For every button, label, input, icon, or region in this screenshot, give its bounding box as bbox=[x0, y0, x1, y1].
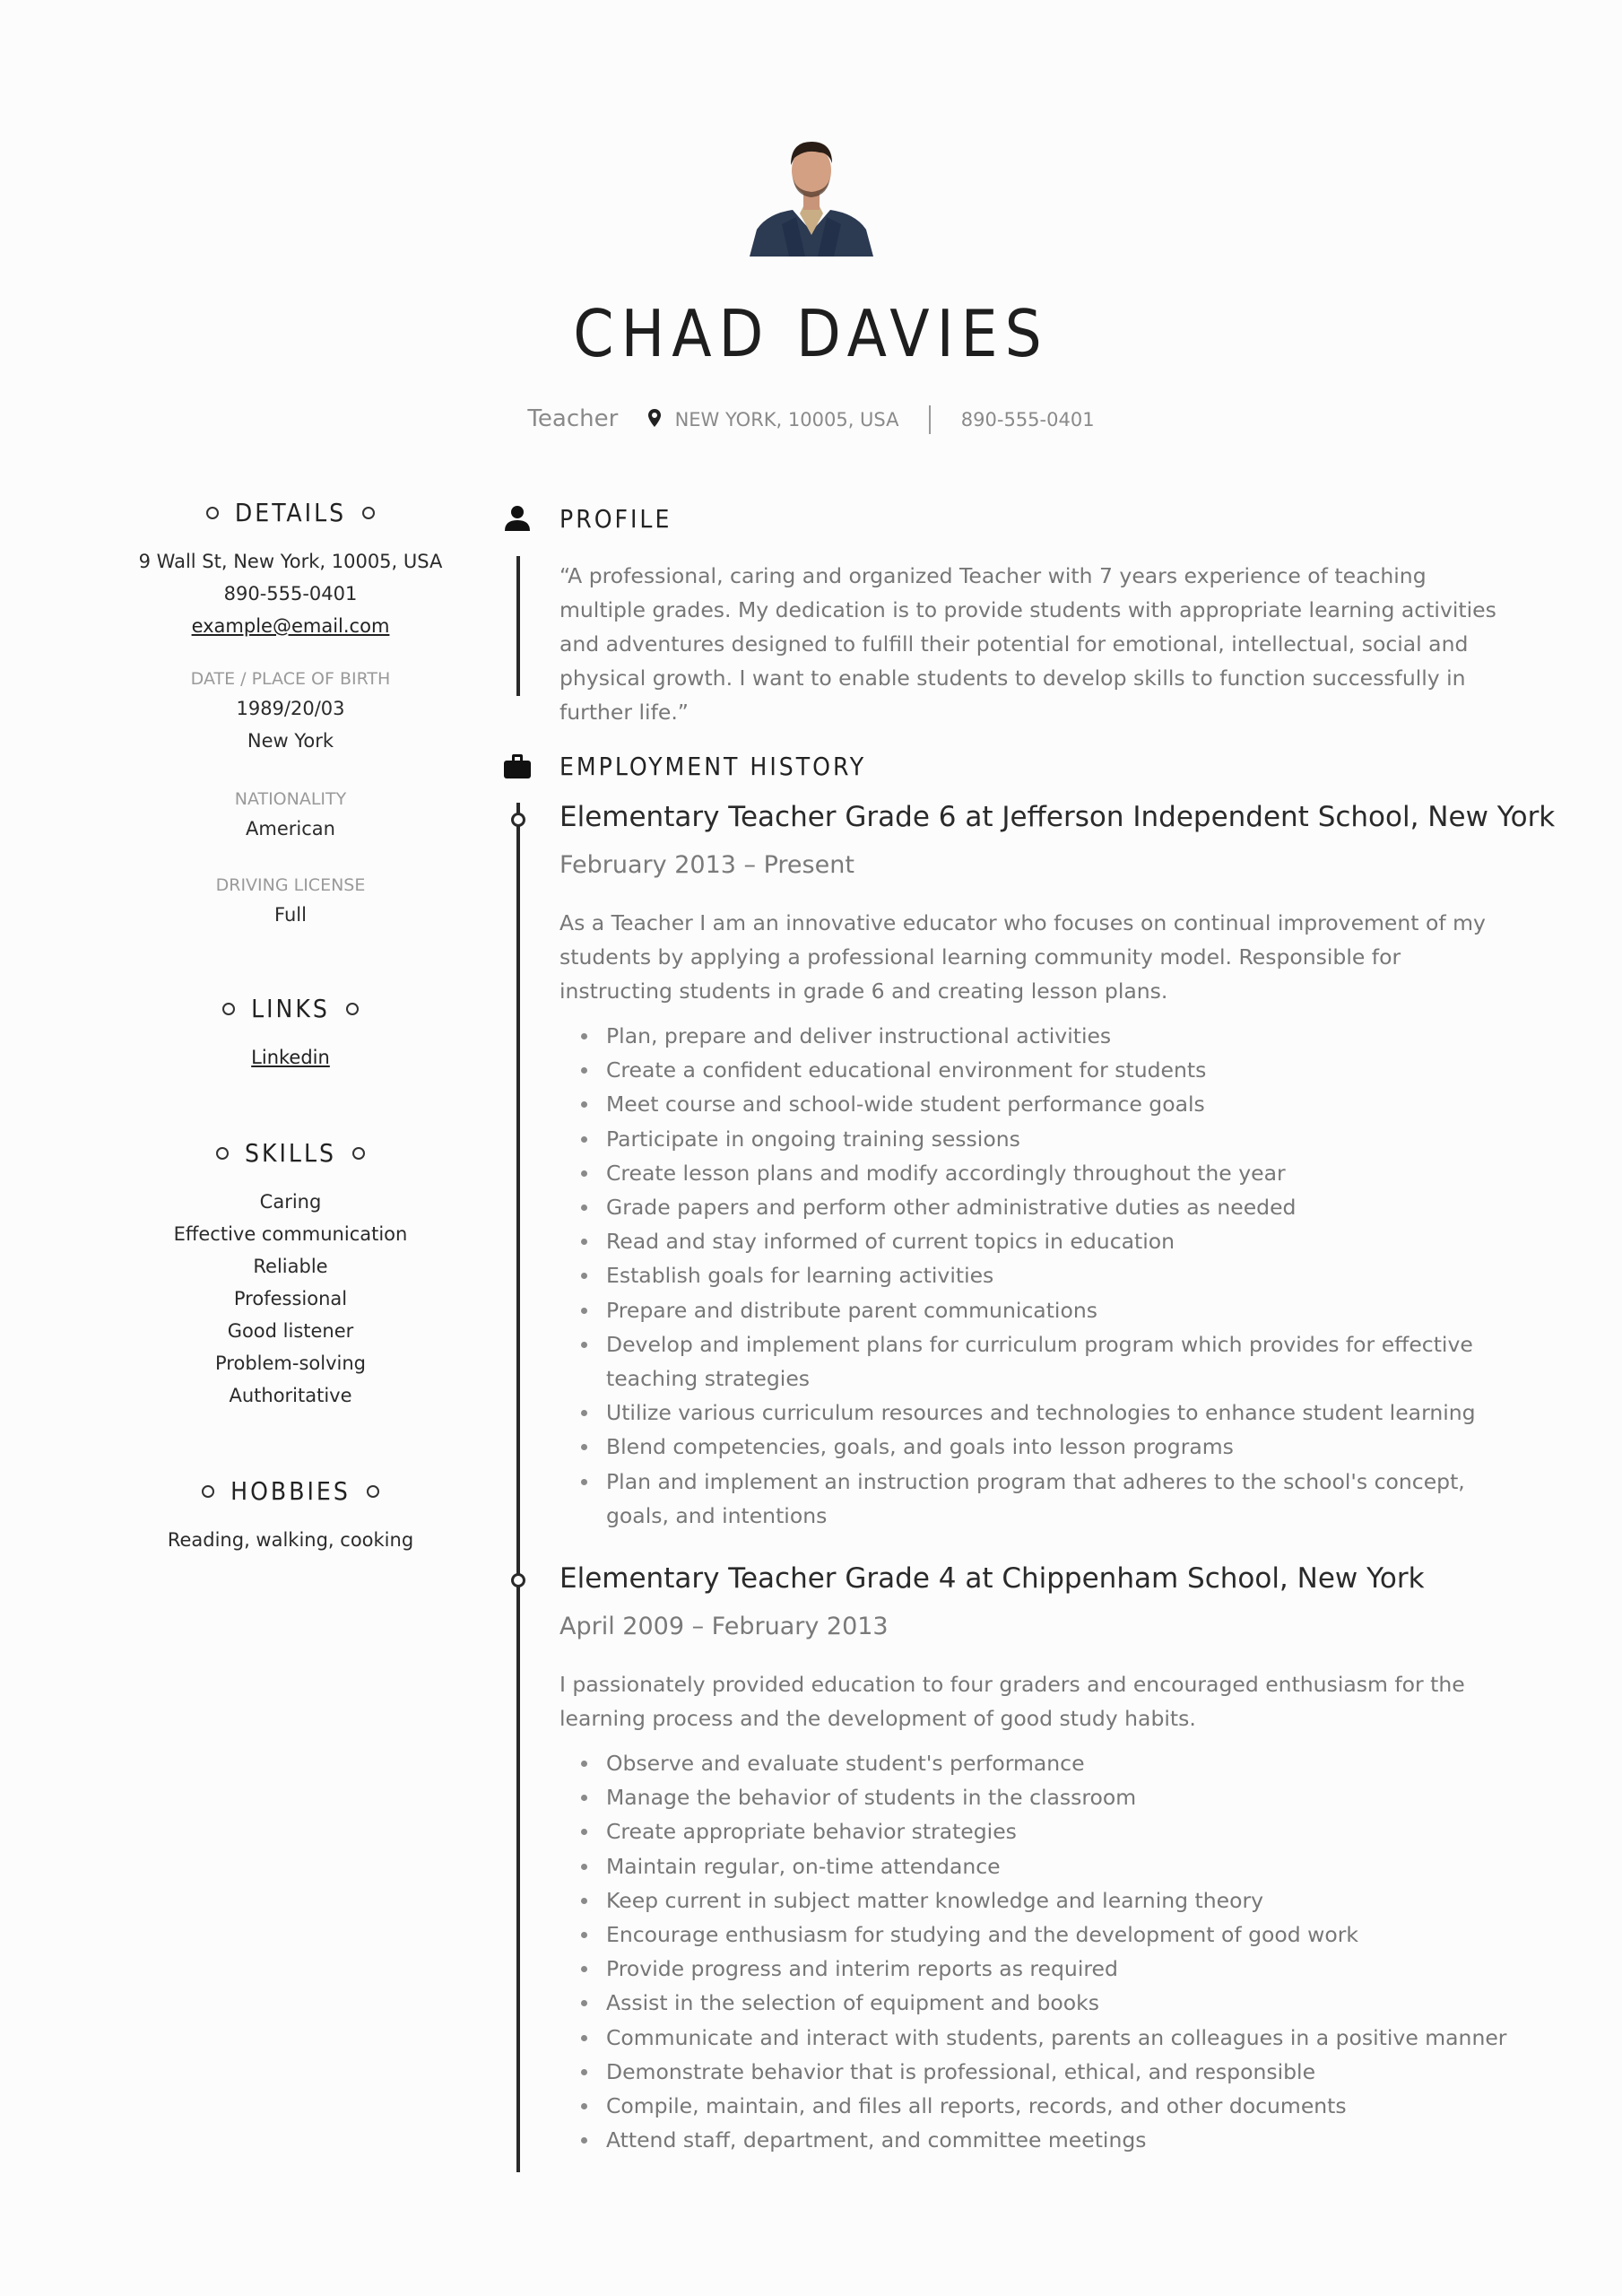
details-heading bbox=[134, 498, 447, 527]
list-item: Participate in ongoing training sessions bbox=[559, 1122, 1510, 1156]
list-item: Keep current in subject matter knowledge and learning theory bbox=[559, 1883, 1510, 1918]
timeline-dot bbox=[511, 1573, 525, 1587]
skill-item: Reliable bbox=[253, 1256, 328, 1277]
list-item: Compile, maintain, and files all reports, records, and other documents bbox=[559, 2089, 1510, 2123]
skill-item: Good listener bbox=[227, 1320, 354, 1342]
skills-list bbox=[134, 1186, 447, 1412]
person-icon bbox=[500, 504, 534, 535]
list-item: Provide progress and interim reports as required bbox=[559, 1952, 1510, 1986]
birthplace-value: New York bbox=[247, 730, 334, 752]
skill-item: Authoritative bbox=[229, 1385, 352, 1406]
list-item: Communicate and interact with students, parents an colleagues in a positive manner bbox=[559, 2021, 1510, 2055]
employment-timeline bbox=[516, 803, 520, 2172]
job-summary-1: As a Teacher I am an innovative educator who focuses on continual improvement of my students by applying a professional learning community model. Responsible for instructing students in grade 6 and creating lesson plans. bbox=[559, 910, 1486, 1004]
dob-value: 1989/20/03 bbox=[236, 698, 345, 719]
email-link[interactable]: example@email.com bbox=[191, 615, 390, 637]
employment-heading: EMPLOYMENT HISTORY bbox=[559, 752, 867, 781]
list-item: Maintain regular, on-time attendance bbox=[559, 1849, 1510, 1883]
license-value: Full bbox=[274, 904, 307, 926]
map-pin-icon bbox=[648, 407, 661, 432]
header-phone: 890-555-0401 bbox=[960, 409, 1095, 430]
hobbies-text: Reading, walking, cooking bbox=[167, 1529, 414, 1551]
list-item: Create lesson plans and modify accordingly throughout the year bbox=[559, 1156, 1510, 1190]
profile-heading: PROFILE bbox=[559, 504, 672, 534]
list-item: Utilize various curriculum resources and technologies to enhance student learning bbox=[559, 1396, 1510, 1430]
list-item: Create a confident educational environment for students bbox=[559, 1053, 1510, 1087]
separator bbox=[929, 405, 931, 434]
job-title-2: Elementary Teacher Grade 4 at Chippenham School, New York bbox=[559, 1562, 1425, 1595]
timeline-dot bbox=[511, 813, 525, 827]
ring-icon bbox=[222, 1003, 235, 1015]
list-item: Demonstrate behavior that is professional, ethical, and responsible bbox=[559, 2055, 1510, 2089]
candidate-name: CHAD DAVIES bbox=[573, 296, 1049, 371]
profile-timeline bbox=[516, 556, 520, 696]
list-item: Grade papers and perform other administrative duties as needed bbox=[559, 1190, 1510, 1224]
ring-icon bbox=[346, 1003, 359, 1015]
list-item: Plan, prepare and deliver instructional activities bbox=[559, 1019, 1510, 1053]
skill-item: Effective communication bbox=[173, 1223, 408, 1245]
list-item: Observe and evaluate student's performance bbox=[559, 1746, 1510, 1780]
linkedin-link[interactable]: Linkedin bbox=[251, 1047, 330, 1068]
nationality-value: American bbox=[246, 818, 335, 839]
address: 9 Wall St, New York, 10005, USA bbox=[138, 551, 443, 572]
links-heading bbox=[134, 994, 447, 1023]
job-dates-2: April 2009 – February 2013 bbox=[559, 1613, 889, 1640]
job-title: Teacher bbox=[527, 405, 619, 432]
skill-item: Caring bbox=[259, 1191, 322, 1213]
list-item: Manage the behavior of students in the classroom bbox=[559, 1780, 1510, 1814]
dob-label: DATE / PLACE OF BIRTH bbox=[190, 669, 391, 689]
list-item: Meet course and school-wide student performance goals bbox=[559, 1087, 1510, 1121]
list-item: Blend competencies, goals, and goals into lesson programs bbox=[559, 1430, 1510, 1464]
list-item: Prepare and distribute parent communications bbox=[559, 1293, 1510, 1327]
sidebar bbox=[134, 498, 447, 1556]
list-item: Encourage enthusiasm for studying and the development of good work bbox=[559, 1918, 1510, 1952]
skill-item: Problem-solving bbox=[215, 1352, 366, 1374]
details-phone: 890-555-0401 bbox=[223, 583, 358, 604]
job-bullets-1 bbox=[559, 1019, 1510, 1533]
avatar-photo bbox=[750, 124, 873, 257]
job-title-1: Elementary Teacher Grade 6 at Jefferson Independent School, New York bbox=[559, 801, 1556, 833]
job-dates-1: February 2013 – Present bbox=[559, 851, 854, 879]
list-item: Establish goals for learning activities bbox=[559, 1258, 1510, 1292]
list-item: Create appropriate behavior strategies bbox=[559, 1814, 1510, 1848]
links-heading-text: LINKS bbox=[251, 994, 330, 1023]
details-heading-text: DETAILS bbox=[234, 498, 347, 527]
skills-heading-text: SKILLS bbox=[245, 1138, 336, 1168]
ring-icon bbox=[352, 1147, 365, 1160]
list-item: Attend staff, department, and committee meetings bbox=[559, 2123, 1510, 2157]
profile-text: “A professional, caring and organized Teacher with 7 years experience of teaching multiple grades. My dedication is to provide students with appropriate learning activities and adventures designed to fulfill their potential for emotional, intellectual, social and physical growth. I want to enable students to develop skills to function successfully in further life.” bbox=[559, 563, 1496, 725]
skill-item: Professional bbox=[233, 1288, 348, 1309]
briefcase-icon bbox=[500, 752, 534, 782]
job-summary-2: I passionately provided education to four graders and encouraged enthusiasm for the learning process and the development of good study habits. bbox=[559, 1672, 1465, 1731]
list-item: Read and stay informed of current topics in education bbox=[559, 1224, 1510, 1258]
list-item: Assist in the selection of equipment and books bbox=[559, 1986, 1510, 2020]
list-item: Plan and implement an instruction program that adheres to the school's concept, goals, and intentions bbox=[559, 1465, 1510, 1533]
ring-icon bbox=[206, 507, 219, 519]
nationality-label: NATIONALITY bbox=[234, 789, 347, 809]
header-subline bbox=[0, 405, 1622, 434]
job-bullets-2 bbox=[559, 1746, 1510, 2157]
skills-heading bbox=[134, 1138, 447, 1168]
license-label: DRIVING LICENSE bbox=[215, 875, 366, 895]
ring-icon bbox=[202, 1485, 214, 1498]
ring-icon bbox=[362, 507, 375, 519]
ring-icon bbox=[216, 1147, 229, 1160]
ring-icon bbox=[367, 1485, 379, 1498]
hobbies-heading-text: HOBBIES bbox=[230, 1476, 351, 1506]
list-item: Develop and implement plans for curriculum program which provides for effective teaching strategies bbox=[559, 1327, 1510, 1396]
location-text: NEW YORK, 10005, USA bbox=[674, 409, 899, 430]
hobbies-heading bbox=[134, 1476, 447, 1506]
